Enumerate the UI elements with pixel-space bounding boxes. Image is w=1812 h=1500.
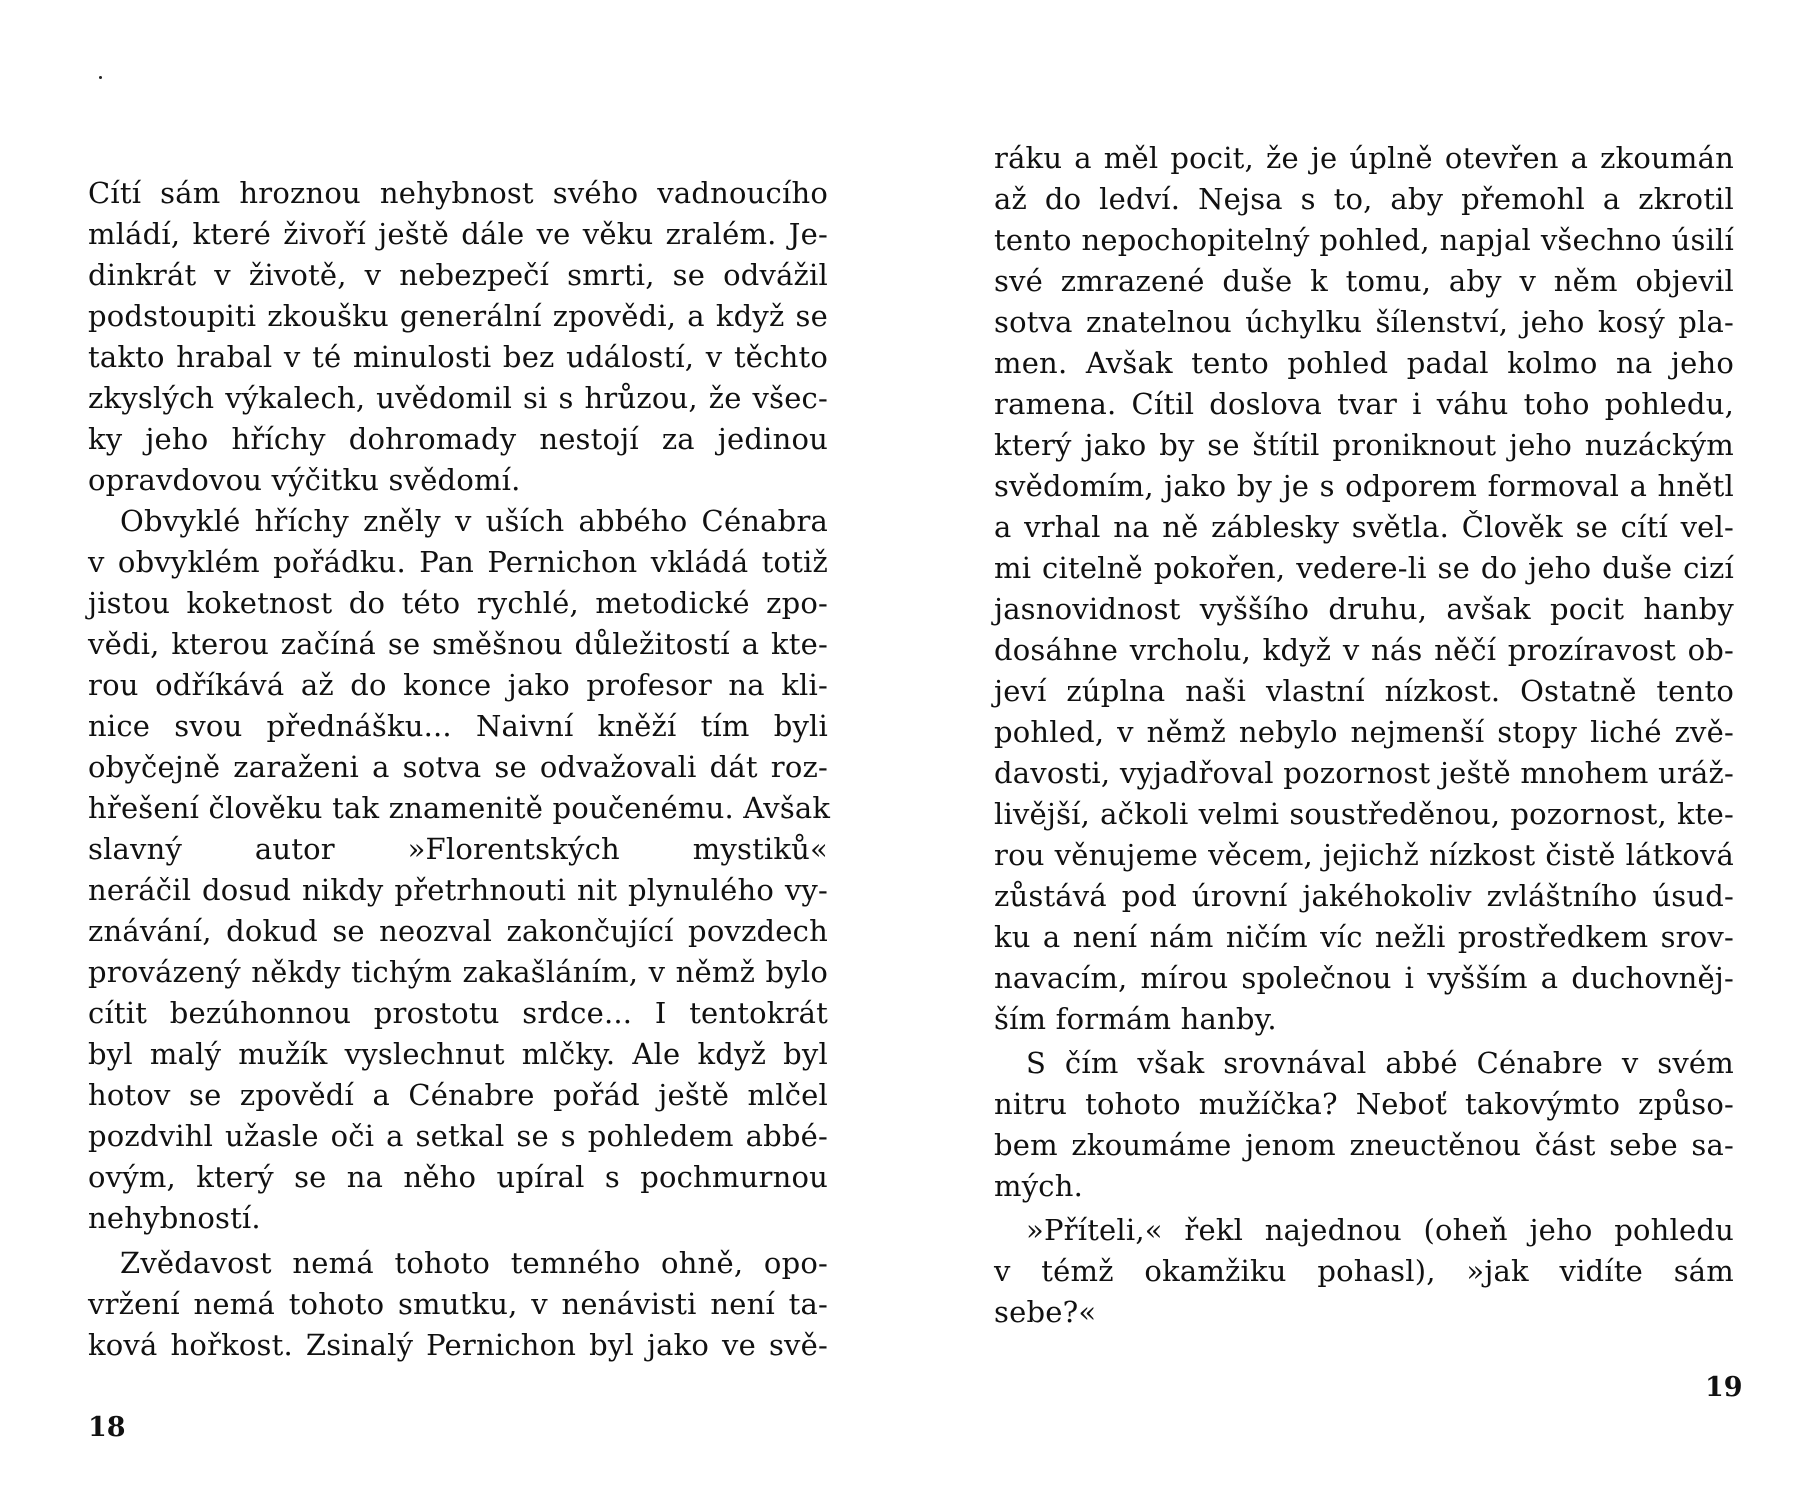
text-line: mých. [994, 1169, 1084, 1203]
text-line: men. Avšak tento pohled padal kolmo na jeho [994, 346, 1734, 380]
text-line: takto hrabal v té minulosti bez událostí, v těchto [88, 340, 828, 374]
text-line: livější, ačkoli velmi soustředěnou, pozornost, kte- [994, 797, 1734, 831]
text-line: svědomím, jako by je s odporem formoval a hnětl [994, 469, 1734, 503]
text-line: své zmrazené duše k tomu, aby v něm objevil [994, 264, 1734, 298]
text-line: slavný autor »Florentských mystiků« [88, 832, 828, 866]
text-line: obyčejně zaraženi a sotva se odvažovali dát roz- [88, 750, 828, 784]
paragraph-first-line: Zvědavost nemá tohoto temného ohně, opo- [120, 1246, 828, 1280]
text-line: ky jeho hříchy dohromady nestojí za jedinou [88, 422, 828, 456]
text-line: neráčil dosud nikdy přetrhnouti nit plynulého vy- [88, 873, 828, 907]
text-line: nitru tohoto mužíčka? Neboť takovýmto způso- [994, 1087, 1734, 1121]
text-line: mládí, které živoří ještě dále ve věku zralém. Je- [88, 217, 828, 251]
text-line: dosáhne vrcholu, když v nás něčí prozíravost ob- [994, 633, 1734, 667]
text-line: ku a není nám ničím víc nežli prostředkem srov- [994, 920, 1734, 954]
page-number-right: 19 [1705, 1372, 1743, 1403]
text-line: ková hořkost. Zsinalý Pernichon byl jako ve svě- [88, 1328, 828, 1362]
text-line: sebe?« [994, 1295, 1097, 1329]
paragraph-first-line: »Příteli,« řekl najednou (oheň jeho pohledu [1026, 1213, 1734, 1247]
paragraph-first-line: S čím však srovnával abbé Cénabre v svém [1026, 1046, 1734, 1080]
text-line: jistou koketnost do této rychlé, metodické zpo- [88, 586, 828, 620]
text-line: až do ledví. Nejsa s to, aby přemohl a zkrotil [994, 182, 1734, 216]
text-line: ráku a měl pocit, že je úplně otevřen a zkoumán [994, 141, 1734, 175]
text-line: zůstává pod úrovní jakéhokoliv zvláštního úsud- [994, 879, 1734, 913]
text-line: mi citelně pokořen, vedere-li se do jeho duše cizí [994, 551, 1734, 585]
text-line: navacím, mírou společnou i vyšším a duchovněj- [994, 961, 1734, 995]
text-line: Cítí sám hroznou nehybnost svého vadnoucího [88, 176, 828, 210]
text-line: bem zkoumáme jenom zneuctěnou část sebe sa- [994, 1128, 1734, 1162]
text-line: v témž okamžiku pohasl), »jak vidíte sám [994, 1254, 1734, 1288]
text-line: vržení nemá tohoto smutku, v nenávisti není ta- [88, 1287, 828, 1321]
text-line: rou věnujeme věcem, jejichž nízkost čistě látková [994, 838, 1734, 872]
paragraph-first-line: Obvyklé hříchy zněly v uších abbého Cénabra [120, 504, 828, 538]
text-line: cítit bezúhonnou prostotu srdce... I tentokrát [88, 996, 828, 1030]
text-line: v obvyklém pořádku. Pan Pernichon vkládá totiž [88, 545, 828, 579]
text-line: ramena. Cítil doslova tvar i váhu toho pohledu, [994, 387, 1734, 421]
text-line: jasnovidnost vyššího druhu, avšak pocit hanby [994, 592, 1734, 626]
text-line: podstoupiti zkoušku generální zpovědi, a když se [88, 299, 828, 333]
text-line: pohled, v němž nebylo nejmenší stopy liché zvě- [994, 715, 1734, 749]
text-line: opravdovou výčitku svědomí. [88, 463, 521, 497]
text-line: hotov se zpovědí a Cénabre pořád ještě mlčel [88, 1078, 828, 1112]
text-line: a vrhal na ně záblesky světla. Člověk se cítí vel- [994, 510, 1734, 544]
text-line: tento nepochopitelný pohled, napjal všechno úsilí [994, 223, 1734, 257]
text-line: znávání, dokud se neozval zakončující povzdech [88, 914, 828, 948]
text-line: rou odříkává až do konce jako profesor na kli- [88, 668, 828, 702]
text-line: pozdvihl užasle oči a setkal se s pohledem abbé- [88, 1119, 828, 1153]
page-number-left: 18 [88, 1412, 126, 1443]
text-line: sotva znatelnou úchylku šílenství, jeho kosý pla- [994, 305, 1734, 339]
text-line: hřešení člověku tak znamenitě poučenému. Avšak [88, 791, 831, 825]
text-line: ovým, který se na něho upíral s pochmurnou [88, 1160, 828, 1194]
print-speck [99, 76, 102, 79]
text-line: davosti, vyjadřoval pozornost ještě mnohem uráž- [994, 756, 1734, 790]
text-line: jeví zúplna naši vlastní nízkost. Ostatně tento [994, 674, 1734, 708]
text-line: nice svou přednášku... Naivní kněží tím byli [88, 709, 828, 743]
text-line: byl malý mužík vyslechnut mlčky. Ale když byl [88, 1037, 828, 1071]
text-line: ším formám hanby. [994, 1002, 1277, 1036]
text-line: dinkrát v životě, v nebezpečí smrti, se odvážil [88, 258, 828, 292]
text-line: který jako by se štítil proniknout jeho nuzáckým [994, 428, 1734, 462]
text-line: nehybností. [88, 1201, 261, 1235]
left-page [0, 0, 900, 1500]
text-line: provázený někdy tichým zakašláním, v němž bylo [88, 955, 828, 989]
text-line: zkyslých výkalech, uvědomil si s hrůzou, že všec- [88, 381, 828, 415]
text-line: vědi, kterou začíná se směšnou důležitostí a kte- [88, 627, 828, 661]
